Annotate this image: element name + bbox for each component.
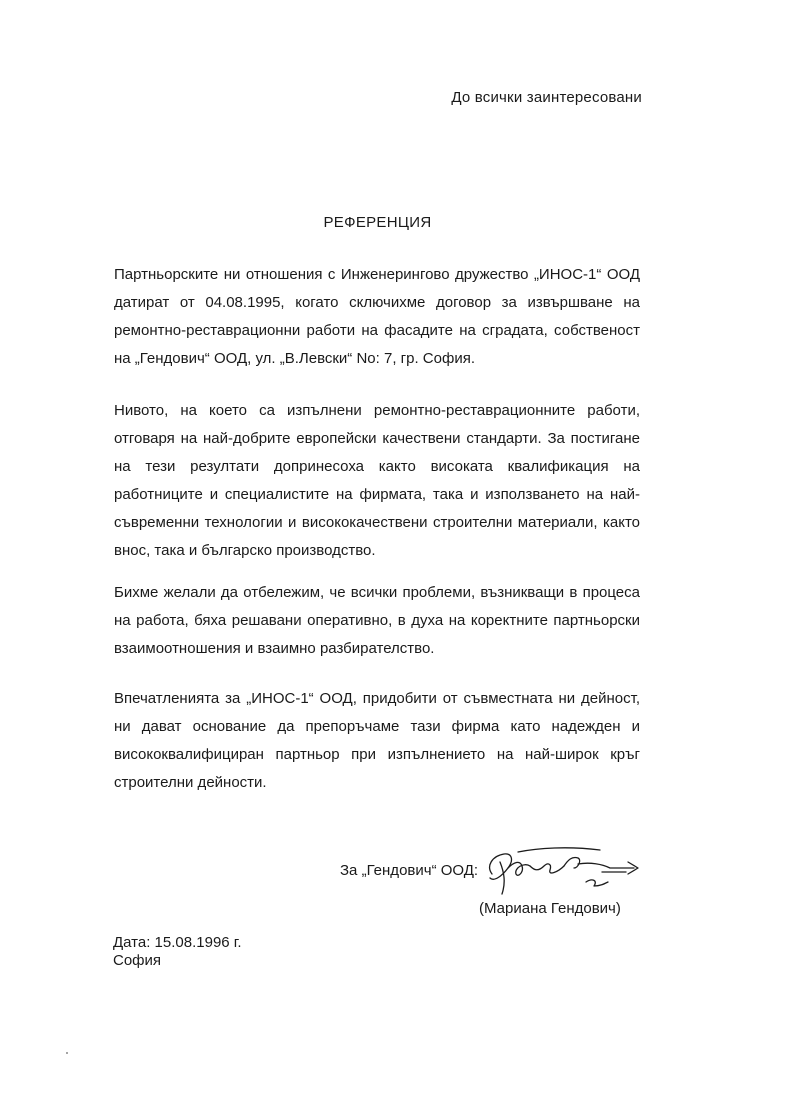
date-line: Дата: 15.08.1996 г.: [113, 934, 242, 951]
signature-label: За „Гендович“ ООД:: [340, 862, 479, 879]
date-block: [113, 934, 242, 970]
handwritten-signature: [478, 838, 648, 900]
paragraph-quality: Нивото, на което са изпълнени ремонтно-реставрационните работи, отговаря на най-добрите европейски качествени стандарти. За постигане на тези резултати допринесоха както високата квалификация на работниците и специалистите на фирмата, така и използването на най-съвременни технологии и висококачествени строителни материали, както внос, така и българско производство.: [114, 402, 640, 559]
paragraph-cooperation: Бихме желали да отбележим, че всички проблеми, възникващи в процеса на работа, бяха решавани оперативно, в духа на коректните партньорски взаимоотношения и взаимно разбирателство.: [114, 584, 640, 657]
place-line: София: [113, 952, 162, 969]
signer-name: (Мариана Гендович): [479, 900, 621, 917]
scan-speck: [66, 1052, 68, 1054]
paragraph-recommendation: Впечатленията за „ИНОС-1“ ООД, придобити от съвместната ни дейност, ни дават основание да препоръчаме тази фирма като надежден и висококвалифициран партньор при изпълнението на най-широк кръг строителни дейности.: [114, 690, 640, 791]
document-title: РЕФЕРЕНЦИЯ: [323, 214, 432, 231]
addressee: До всички заинтересовани: [451, 89, 642, 106]
paragraph-partnership: Партньорските ни отношения с Инженерингово дружество „ИНОС-1“ ООД датират от 04.08.1995, когато сключихме договор за извършване на ремонтно-реставрационни работи на фасадите на сградата, собственост на „Гендович“ ООД, ул. „В.Левски“ No: 7, гр. София.: [114, 266, 640, 367]
